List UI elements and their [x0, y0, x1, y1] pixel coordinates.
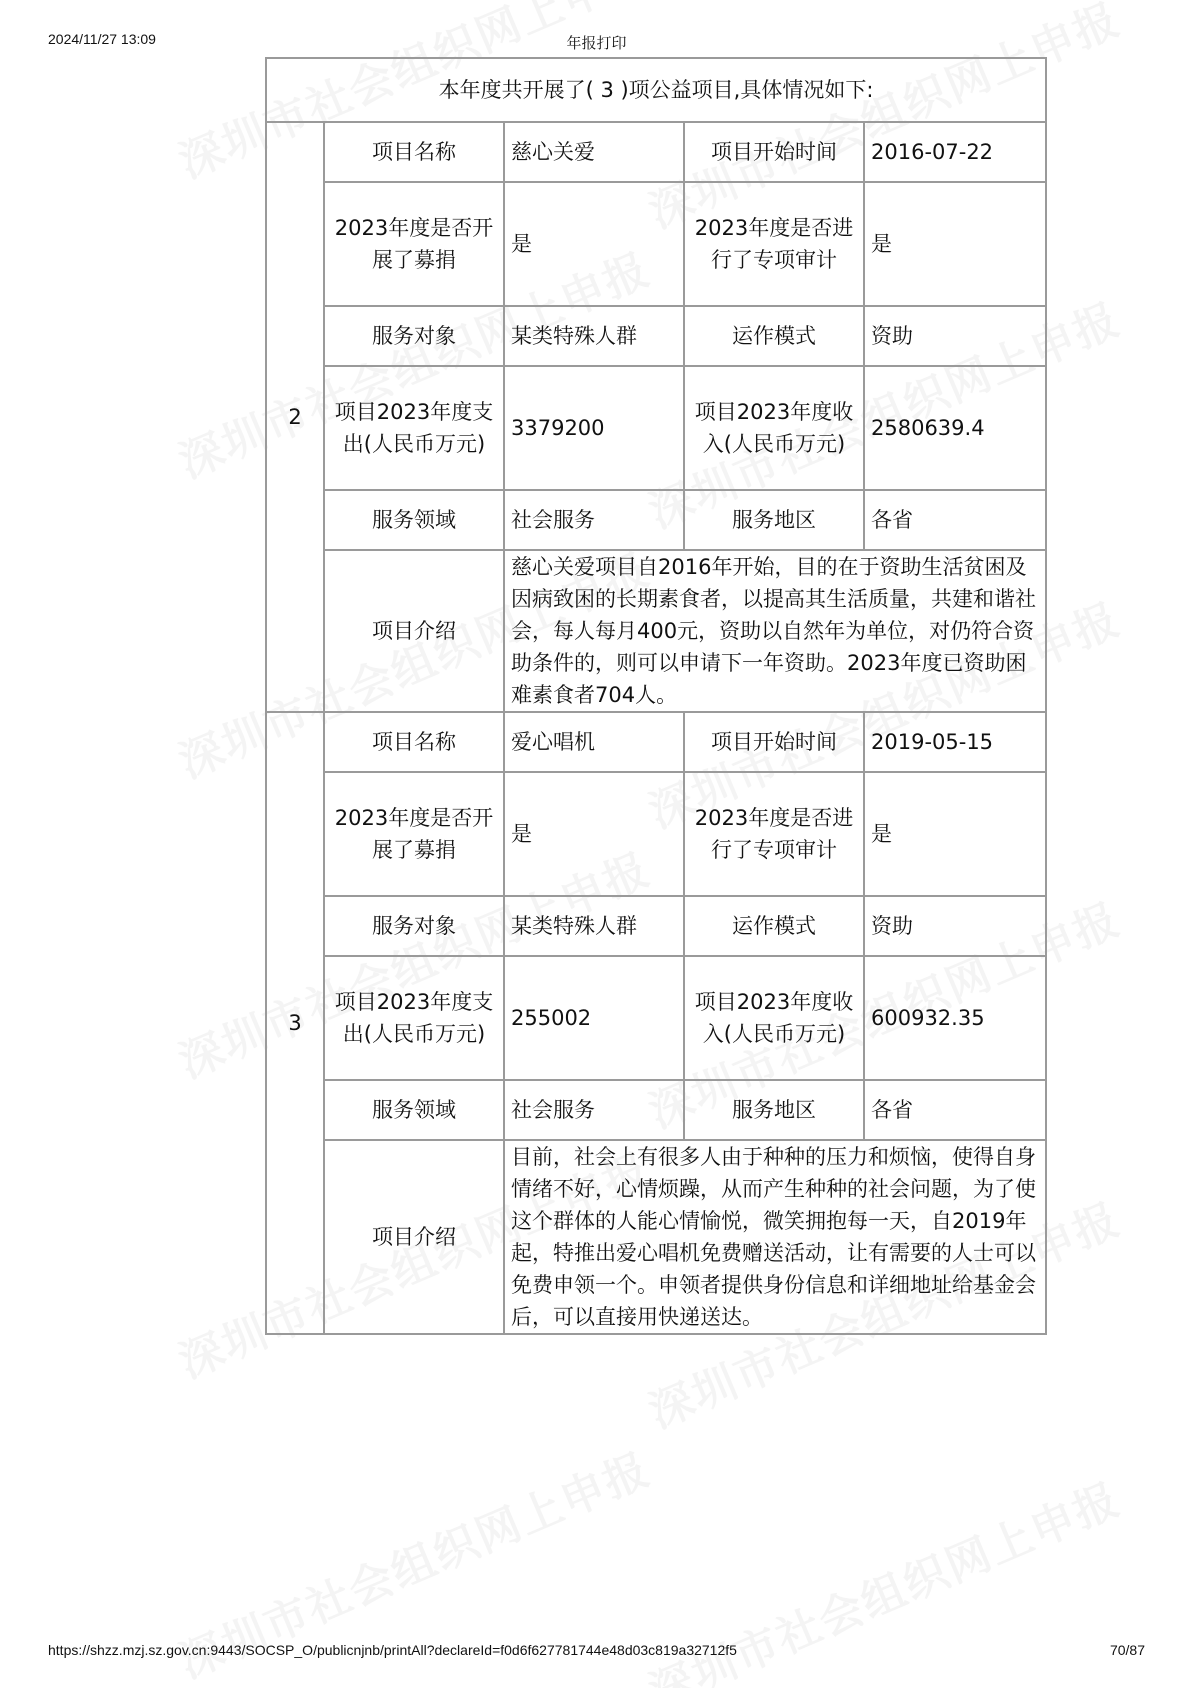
project-audit: 是: [864, 182, 1046, 306]
label-income: 项目2023年度收入(人民币万元): [684, 366, 864, 490]
label-start: 项目开始时间: [684, 712, 864, 772]
page-title: 年报打印: [566, 34, 627, 52]
label-name: 项目名称: [324, 122, 504, 182]
table-row: [266, 956, 1046, 1080]
label-field: 服务领域: [324, 490, 504, 550]
project-start: 2019-05-15: [864, 712, 1046, 772]
label-mode: 运作模式: [684, 306, 864, 366]
table-row: [266, 1080, 1046, 1140]
project-name: 慈心关爱: [504, 122, 684, 182]
table-row: [266, 772, 1046, 896]
project-mode: 资助: [864, 306, 1046, 366]
label-intro: 项目介绍: [324, 1140, 504, 1334]
table-title: 本年度共开展了( 3 )项公益项目,具体情况如下:: [266, 58, 1046, 122]
label-target: 服务对象: [324, 306, 504, 366]
table-row: [266, 896, 1046, 956]
label-audit: 2023年度是否进行了专项审计: [684, 772, 864, 896]
label-fundraising: 2023年度是否开展了募捐: [324, 182, 504, 306]
label-region: 服务地区: [684, 490, 864, 550]
table-row: [266, 122, 1046, 182]
project-audit: 是: [864, 772, 1046, 896]
project-income: 600932.35: [864, 956, 1046, 1080]
table-row: [266, 712, 1046, 772]
label-income: 项目2023年度收入(人民币万元): [684, 956, 864, 1080]
project-region: 各省: [864, 1080, 1046, 1140]
table-row: [266, 490, 1046, 550]
table-row: [266, 1140, 1046, 1334]
label-expense: 项目2023年度支出(人民币万元): [324, 956, 504, 1080]
label-region: 服务地区: [684, 1080, 864, 1140]
project-mode: 资助: [864, 896, 1046, 956]
project-intro: 目前，社会上有很多人由于种种的压力和烦恼，使得自身情绪不好，心情烦躁，从而产生种种的社会问题，为了使这个群体的人能心情愉悦，微笑拥抱每一天，自2019年起，特推出爱心唱机免费赠送活动，让有需要的人士可以免费申领一个。申领者提供身份信息和详细地址给基金会后，可以直接用快递送达。: [504, 1140, 1046, 1334]
label-fundraising: 2023年度是否开展了募捐: [324, 772, 504, 896]
table-row: [266, 366, 1046, 490]
projects-table: [265, 57, 1047, 1335]
label-field: 服务领域: [324, 1080, 504, 1140]
project-start: 2016-07-22: [864, 122, 1046, 182]
table-row: [266, 550, 1046, 712]
label-name: 项目名称: [324, 712, 504, 772]
print-datetime: 2024/11/27 13:09: [48, 31, 156, 47]
project-name: 爱心唱机: [504, 712, 684, 772]
project-fundraising: 是: [504, 772, 684, 896]
page-number: 70/87: [1109, 1642, 1145, 1658]
label-mode: 运作模式: [684, 896, 864, 956]
table-row: [266, 182, 1046, 306]
project-target: 某类特殊人群: [504, 306, 684, 366]
project-region: 各省: [864, 490, 1046, 550]
label-audit: 2023年度是否进行了专项审计: [684, 182, 864, 306]
project-index: 3: [266, 712, 324, 1334]
project-fundraising: 是: [504, 182, 684, 306]
project-field: 社会服务: [504, 1080, 684, 1140]
page-url: https://shzz.mzj.sz.gov.cn:9443/SOCSP_O/publicnjnb/printAll?declareId=f0d6f627781744e48d03c819a32712f5: [48, 1642, 737, 1658]
project-expense: 3379200: [504, 366, 684, 490]
project-target: 某类特殊人群: [504, 896, 684, 956]
label-start: 项目开始时间: [684, 122, 864, 182]
label-expense: 项目2023年度支出(人民币万元): [324, 366, 504, 490]
project-index: 2: [266, 122, 324, 712]
project-expense: 255002: [504, 956, 684, 1080]
label-intro: 项目介绍: [324, 550, 504, 712]
project-income: 2580639.4: [864, 366, 1046, 490]
label-target: 服务对象: [324, 896, 504, 956]
project-intro: 慈心关爱项目自2016年开始，目的在于资助生活贫困及因病致困的长期素食者，以提高其生活质量，共建和谐社会，每人每月400元，资助以自然年为单位，对仍符合资助条件的，则可以申请下一年资助。2023年度已资助困难素食者704人。: [504, 550, 1046, 712]
project-field: 社会服务: [504, 490, 684, 550]
table-row: [266, 306, 1046, 366]
